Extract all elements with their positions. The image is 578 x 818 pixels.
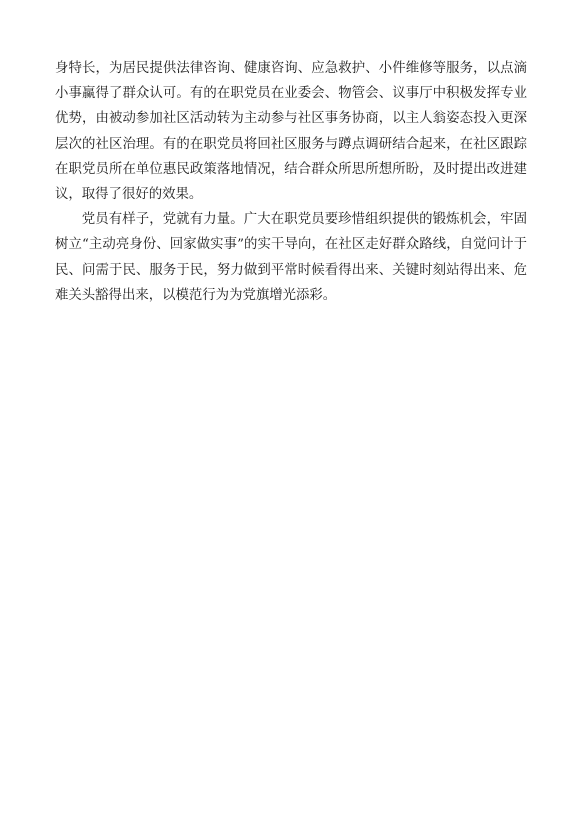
document-body <box>55 56 527 308</box>
paragraph-1: 身特长，为居民提供法律咨询、健康咨询、应急救护、小件维修等服务，以点滴小事赢得了群众认可。有的在职党员在业委会、物管会、议事厅中积极发挥专业优势，由被动参加社区活动转为主动参与社区事务协商，以主人翁姿态投入更深层次的社区治理。有的在职党员将回社区服务与蹲点调研结合起来，在社区跟踪在职党员所在单位惠民政策落地情况，结合群众所思所想所盼，及时提出改进建议，取得了很好的效果。 <box>55 61 527 203</box>
paragraph-2: 党员有样子，党就有力量。广大在职党员要珍惜组织提供的锻炼机会，牢固树立“主动亮身份、回家做实事”的实干导向，在社区走好群众路线，自觉问计于民、问需于民、服务于民，努力做到平常时候看得出来、关键时刻站得出来、危难关头豁得出来，以模范行为为党旗增光添彩。 <box>55 212 527 303</box>
